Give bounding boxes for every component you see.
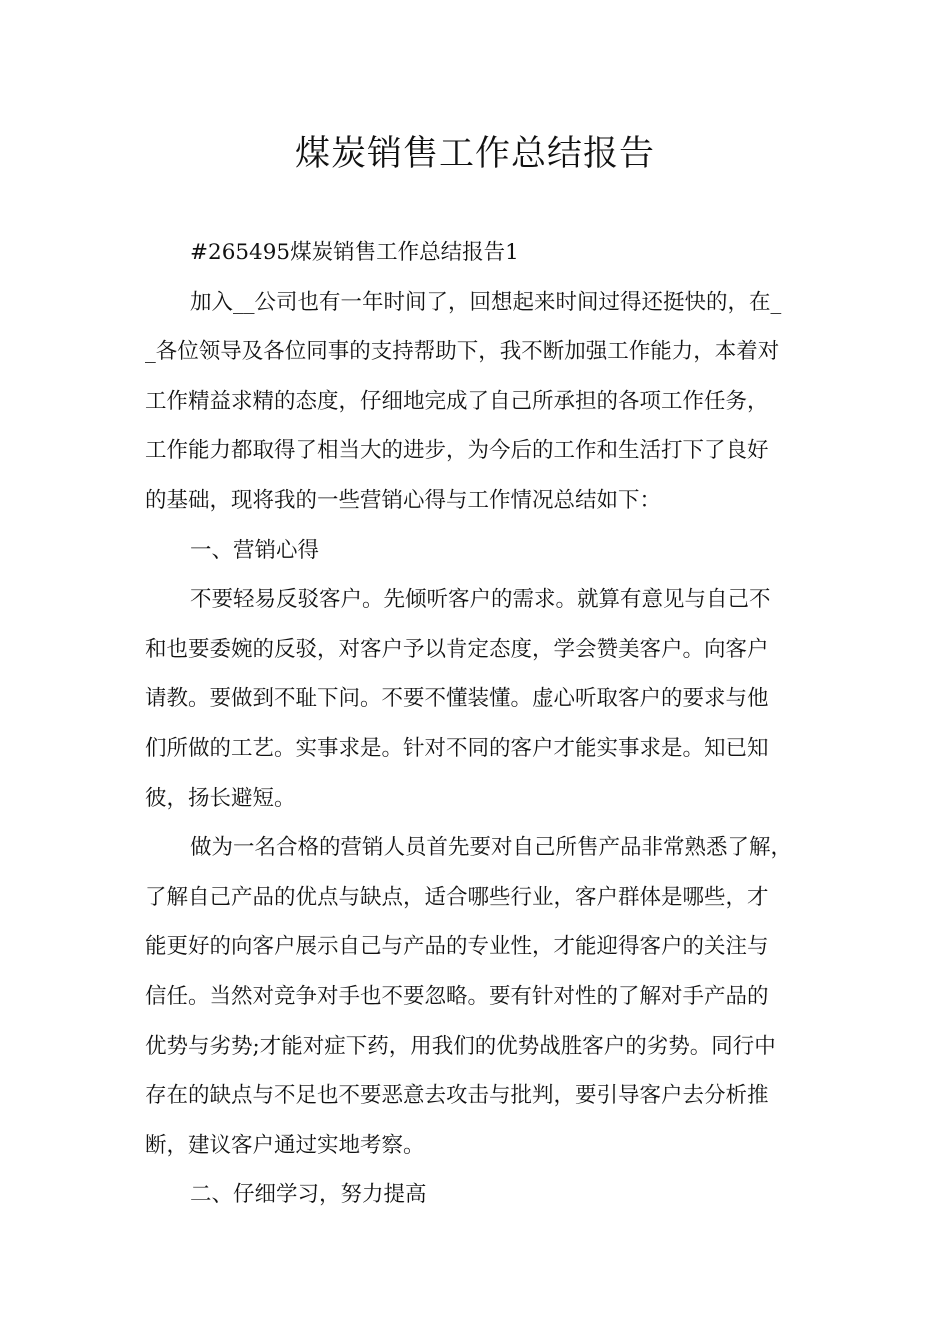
body-line: 彼，扬长避短。 <box>145 785 296 811</box>
body-line: 和也要委婉的反驳，对客户予以肯定态度，学会赞美客户。向客户 <box>145 636 769 662</box>
document-body <box>145 228 821 1220</box>
body-line: 二、仔细学习，努力提高 <box>190 1182 427 1208</box>
body-line: 了解自己产品的优点与缺点，适合哪些行业，客户群体是哪些，才 <box>145 884 769 910</box>
body-line: 能更好的向客户展示自己与产品的专业性，才能迎得客户的关注与 <box>145 934 769 960</box>
body-line: 信任。当然对竞争对手也不要忽略。要有针对性的了解对手产品的 <box>145 983 769 1009</box>
body-line: 工作精益求精的态度，仔细地完成了自己所承担的各项工作任务， <box>145 388 769 414</box>
body-line: 们所做的工艺。实事求是。针对不同的客户才能实事求是。知已知 <box>145 735 769 761</box>
body-line: 存在的缺点与不足也不要恶意去攻击与批判，要引导客户去分析推 <box>145 1083 769 1109</box>
body-line: 的基础，现将我的一些营销心得与工作情况总结如下： <box>145 487 662 513</box>
body-line: 做为一名合格的营销人员首先要对自己所售产品非常熟悉了解， <box>190 835 793 861</box>
body-line: 请教。要做到不耻下问。不要不懂装懂。虚心听取客户的要求与他 <box>145 686 769 712</box>
document-title: 煤炭销售工作总结报告 <box>294 134 655 174</box>
body-line: 工作能力都取得了相当大的进步，为今后的工作和生活打下了良好 <box>145 438 769 464</box>
body-line: 不要轻易反驳客户。先倾听客户的需求。就算有意见与自己不 <box>190 587 771 613</box>
body-line: 断，建议客户通过实地考察。 <box>145 1132 425 1158</box>
body-line: 一、营销心得 <box>190 537 320 563</box>
body-line: 加入__公司也有一年时间了，回想起来时间过得还挺快的，在_ <box>190 289 782 315</box>
body-line: _各位领导及各位同事的支持帮助下，我不断加强工作能力，本着对 <box>145 339 780 365</box>
body-line: 优势与劣势;才能对症下药，用我们的优势战胜客户的劣势。同行中 <box>145 1033 776 1059</box>
body-line: #265495煤炭销售工作总结报告1 <box>190 240 519 265</box>
